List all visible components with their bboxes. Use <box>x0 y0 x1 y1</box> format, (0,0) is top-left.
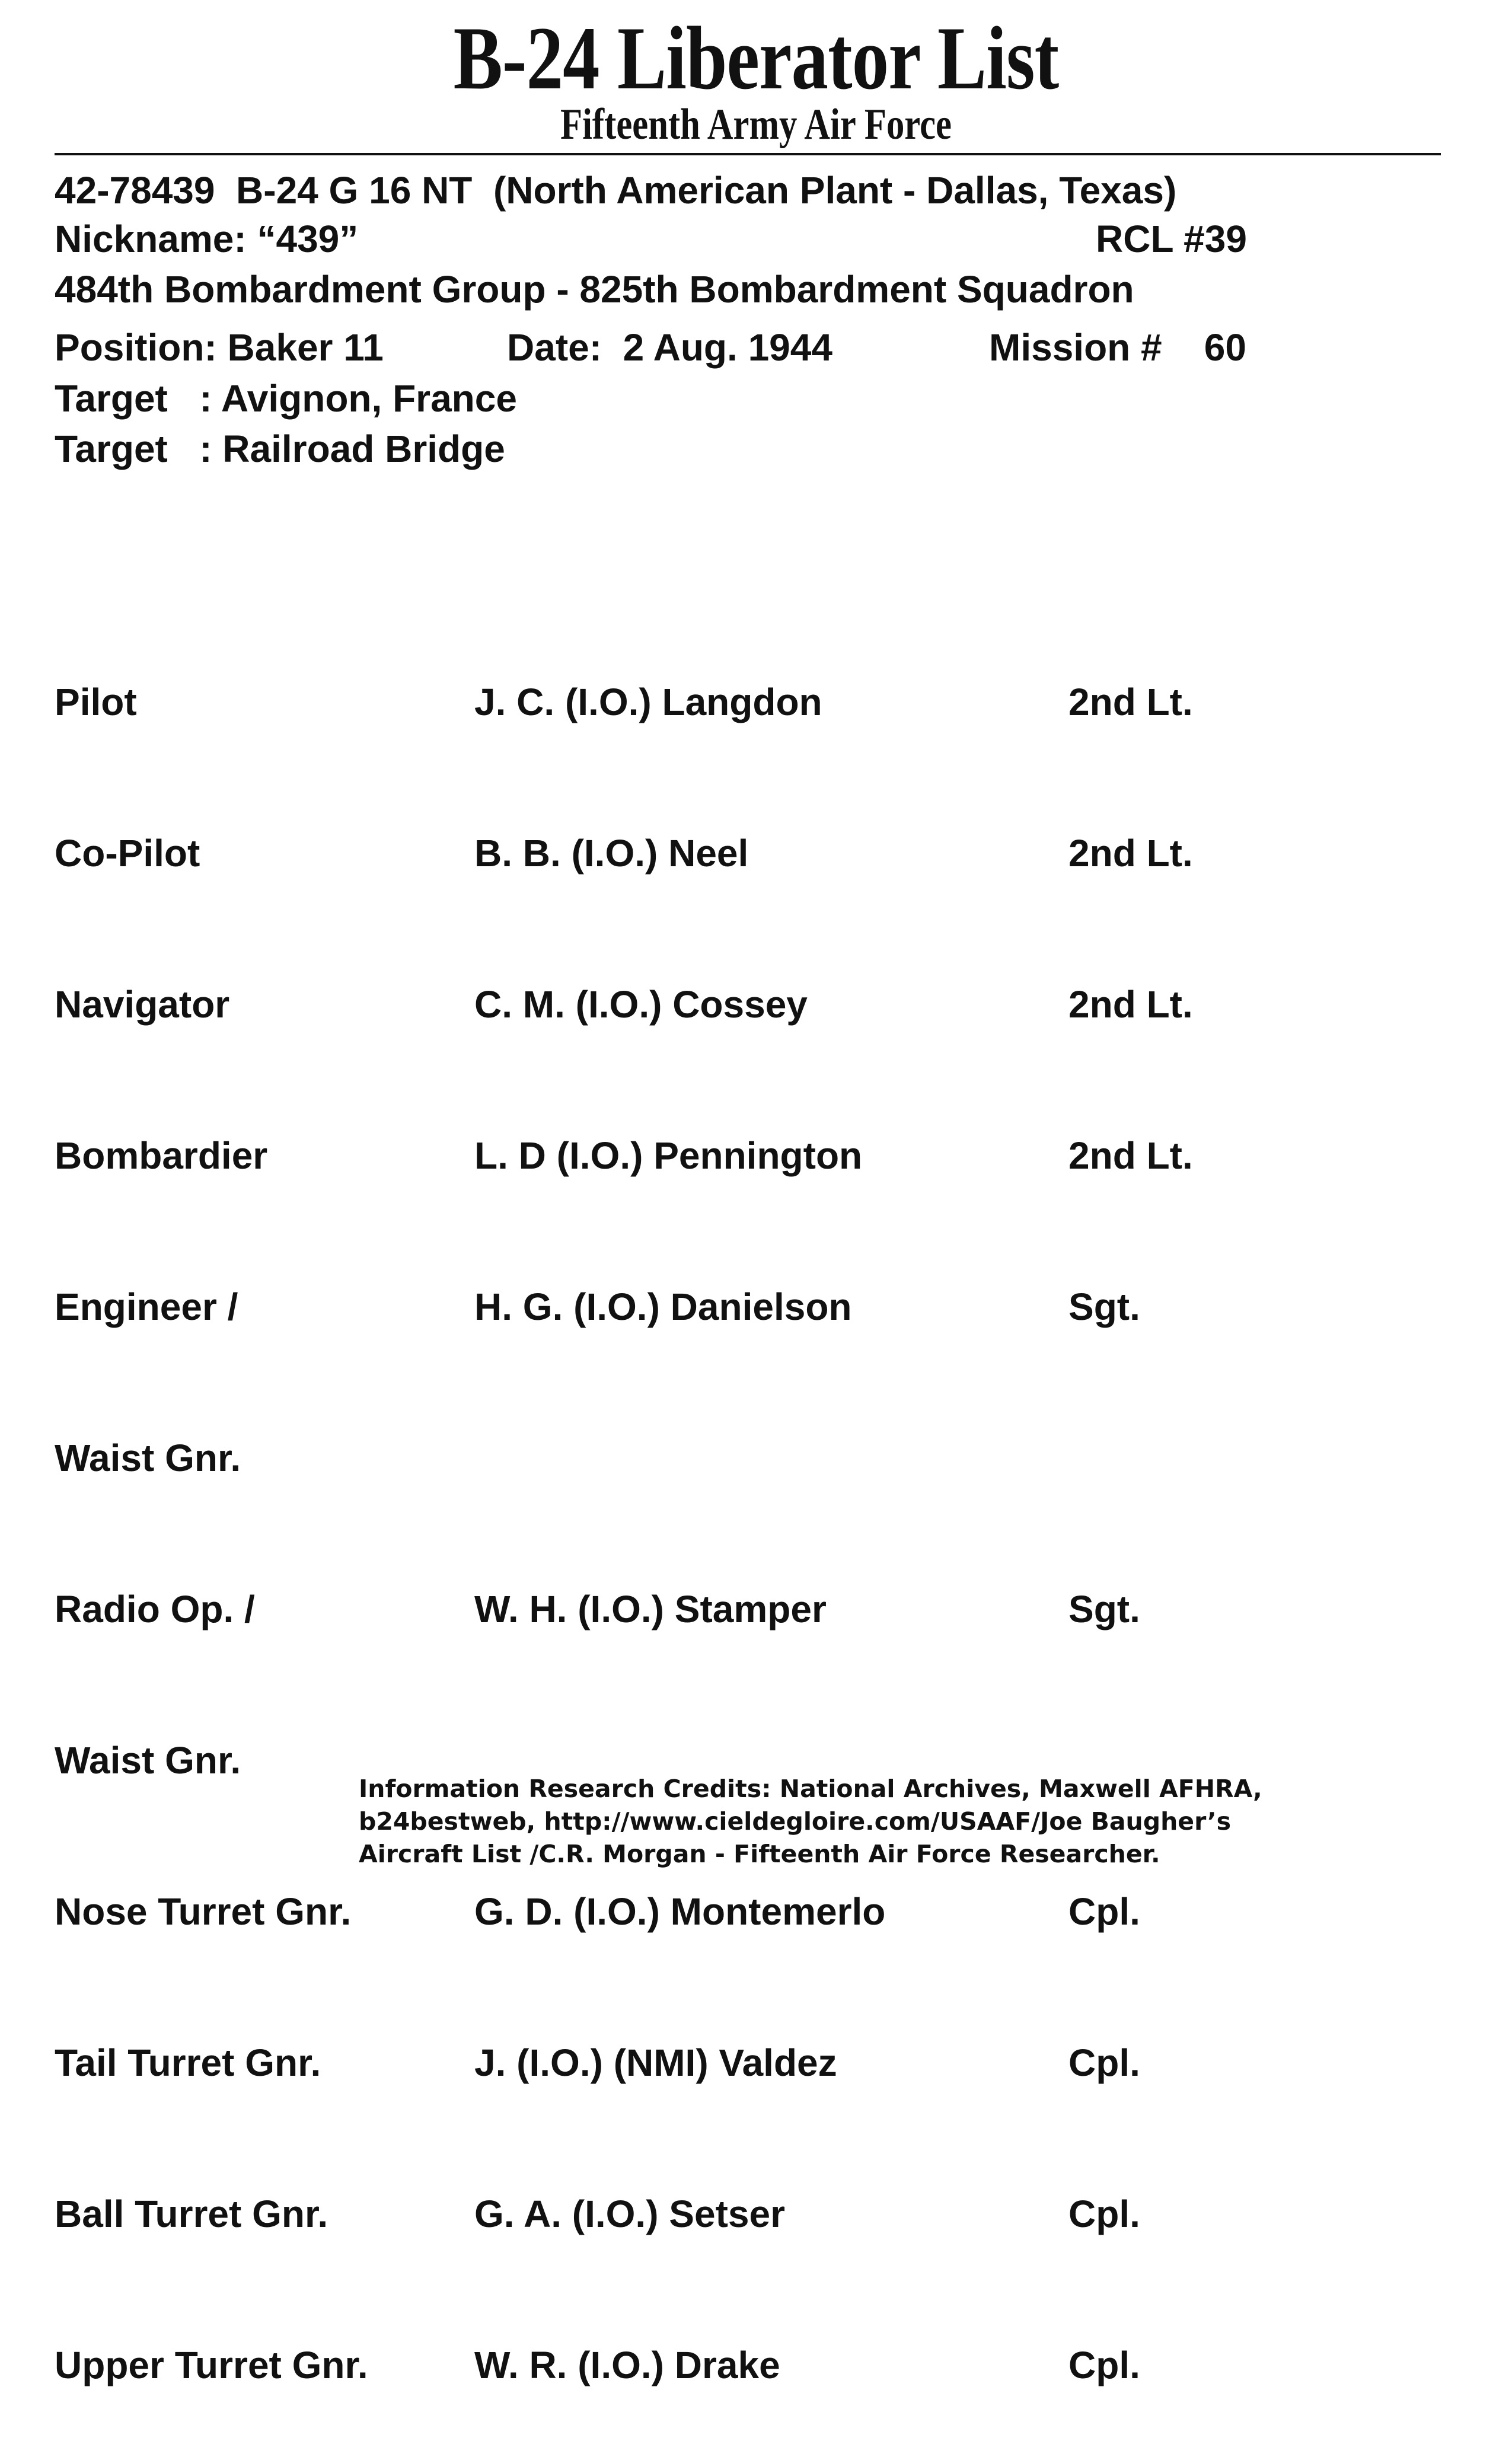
crew-name: G. A. (I.O.) Setser <box>474 2193 785 2235</box>
crew-role: Ball Turret Gnr. <box>55 2193 328 2235</box>
crew-names-column <box>474 576 885 2441</box>
credits-line: b24bestweb, http://www.cieldegloire.com/USAAF/Joe Baugher’s <box>359 1807 1232 1836</box>
aircraft-rcl: RCL #39 <box>1096 218 1247 260</box>
mission-target-location: Target : Avignon, France <box>55 377 517 420</box>
mission-position: Position: Baker 11 <box>55 326 384 369</box>
header-divider <box>55 153 1441 155</box>
crew-role: Bombardier <box>55 1134 268 1177</box>
crew-role: Waist Gnr. <box>55 1739 241 1782</box>
crew-roles-column <box>55 576 368 2441</box>
crew-name: C. M. (I.O.) Cossey <box>474 983 808 1026</box>
crew-ranks-column <box>1068 576 1193 2441</box>
crew-name: L. D (I.O.) Pennington <box>474 1134 863 1177</box>
crew-rank: Cpl. <box>1068 1890 1140 1933</box>
page-subtitle: Fifteenth Army Air Force <box>560 100 952 149</box>
crew-rank: Cpl. <box>1068 2344 1140 2386</box>
aircraft-group-line: 484th Bombardment Group - 825th Bombardment Squadron <box>55 268 1134 311</box>
crew-name: J. C. (I.O.) Langdon <box>474 681 822 723</box>
crew-role: Tail Turret Gnr. <box>55 2041 321 2084</box>
mission-date: Date: 2 Aug. 1944 <box>507 326 832 369</box>
research-credits <box>359 1773 1284 1871</box>
crew-rank: Sgt. <box>1068 1588 1140 1630</box>
crew-role: Upper Turret Gnr. <box>55 2344 368 2386</box>
credits-line: Aircraft List /C.R. Morgan - Fifteenth Air Force Researcher. <box>359 1840 1160 1868</box>
crew-role: Engineer / <box>55 1285 238 1328</box>
aircraft-serial-line: 42-78439 B-24 G 16 NT (North American Plant - Dallas, Texas) <box>55 169 1177 212</box>
mission-target-type: Target : Railroad Bridge <box>55 427 505 470</box>
crew-rank: Sgt. <box>1068 1285 1140 1328</box>
crew-rank: Cpl. <box>1068 2193 1140 2235</box>
crew-name: H. G. (I.O.) Danielson <box>474 1285 852 1328</box>
crew-role: Pilot <box>55 681 137 723</box>
crew-role: Radio Op. / <box>55 1588 255 1630</box>
crew-name: G. D. (I.O.) Montemerlo <box>474 1890 886 1933</box>
crew-role: Nose Turret Gnr. <box>55 1890 352 1933</box>
crew-role: Waist Gnr. <box>55 1437 241 1479</box>
crew-name: B. B. (I.O.) Neel <box>474 832 749 875</box>
page-title: B-24 Liberator List <box>453 8 1059 108</box>
crew-rank: 2nd Lt. <box>1068 1134 1193 1177</box>
crew-name: W. H. (I.O.) Stamper <box>474 1588 827 1630</box>
crew-name <box>474 1433 885 1483</box>
crew-rank: 2nd Lt. <box>1068 983 1193 1026</box>
crew-name: W. R. (I.O.) Drake <box>474 2344 780 2386</box>
crew-rank: 2nd Lt. <box>1068 681 1193 723</box>
crew-rank <box>1068 1433 1193 1483</box>
crew-name: J. (I.O.) (NMI) Valdez <box>474 2041 837 2084</box>
crew-rank: Cpl. <box>1068 2041 1140 2084</box>
credits-line: Information Research Credits: National Archives, Maxwell AFHRA, <box>359 1775 1262 1803</box>
crew-rank: 2nd Lt. <box>1068 832 1193 875</box>
crew-role: Co-Pilot <box>55 832 200 875</box>
aircraft-nickname: Nickname: “439” <box>55 218 359 260</box>
mission-number: Mission # 60 <box>989 326 1246 369</box>
crew-role: Navigator <box>55 983 230 1026</box>
